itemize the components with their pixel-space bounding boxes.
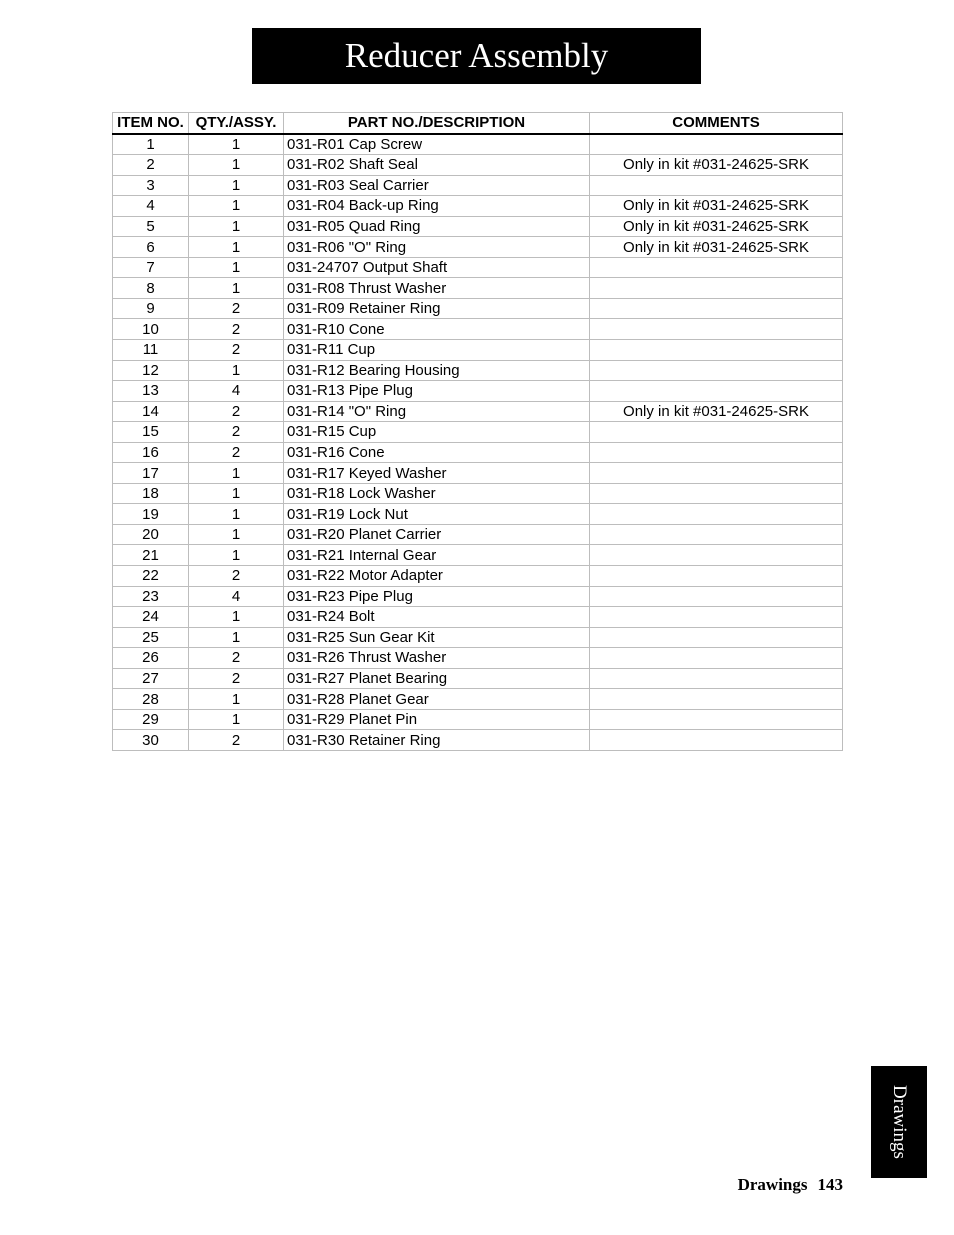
table-row <box>113 257 843 278</box>
part-description-cell: 031-R06 "O" Ring <box>284 237 590 258</box>
table-row <box>113 381 843 402</box>
table-row <box>113 586 843 607</box>
comments-cell <box>590 730 843 751</box>
table-row <box>113 422 843 443</box>
table-row <box>113 689 843 710</box>
part-description-cell: 031-R12 Bearing Housing <box>284 360 590 381</box>
item-no-cell: 17 <box>113 463 189 484</box>
qty-cell: 2 <box>189 566 284 587</box>
comments-cell: Only in kit #031-24625-SRK <box>590 237 843 258</box>
qty-cell: 4 <box>189 381 284 402</box>
item-no-cell: 2 <box>113 155 189 176</box>
part-description-cell: 031-R16 Cone <box>284 442 590 463</box>
comments-cell: Only in kit #031-24625-SRK <box>590 196 843 217</box>
page-footer <box>680 1175 843 1195</box>
comments-cell <box>590 483 843 504</box>
table-row <box>113 196 843 217</box>
item-no-cell: 14 <box>113 401 189 422</box>
item-no-cell: 10 <box>113 319 189 340</box>
part-description-cell: 031-R22 Motor Adapter <box>284 566 590 587</box>
comments-cell <box>590 134 843 155</box>
comments-cell <box>590 689 843 710</box>
table-row <box>113 340 843 361</box>
table-row <box>113 278 843 299</box>
comments-cell: Only in kit #031-24625-SRK <box>590 216 843 237</box>
comments-cell: Only in kit #031-24625-SRK <box>590 401 843 422</box>
item-no-cell: 1 <box>113 134 189 155</box>
parts-table-body <box>113 134 843 751</box>
item-no-cell: 22 <box>113 566 189 587</box>
comments-cell <box>590 463 843 484</box>
comments-cell <box>590 607 843 628</box>
part-description-cell: 031-R15 Cup <box>284 422 590 443</box>
part-description-cell: 031-R03 Seal Carrier <box>284 175 590 196</box>
table-row <box>113 524 843 545</box>
section-tab <box>871 1066 927 1178</box>
part-description-cell: 031-R30 Retainer Ring <box>284 730 590 751</box>
table-row <box>113 298 843 319</box>
comments-cell <box>590 524 843 545</box>
table-header-row <box>113 113 843 134</box>
table-row <box>113 360 843 381</box>
comments-cell <box>590 257 843 278</box>
part-description-cell: 031-R02 Shaft Seal <box>284 155 590 176</box>
comments-cell <box>590 442 843 463</box>
table-row <box>113 401 843 422</box>
item-no-cell: 18 <box>113 483 189 504</box>
item-no-cell: 3 <box>113 175 189 196</box>
comments-cell <box>590 586 843 607</box>
comments-cell <box>590 175 843 196</box>
part-description-cell: 031-R09 Retainer Ring <box>284 298 590 319</box>
qty-cell: 2 <box>189 401 284 422</box>
qty-cell: 1 <box>189 463 284 484</box>
part-description-cell: 031-R17 Keyed Washer <box>284 463 590 484</box>
part-description-cell: 031-R10 Cone <box>284 319 590 340</box>
qty-cell: 1 <box>189 504 284 525</box>
part-description-cell: 031-R08 Thrust Washer <box>284 278 590 299</box>
part-description-cell: 031-R01 Cap Screw <box>284 134 590 155</box>
qty-cell: 1 <box>189 175 284 196</box>
comments-cell <box>590 545 843 566</box>
comments-cell <box>590 278 843 299</box>
item-no-cell: 21 <box>113 545 189 566</box>
qty-cell: 1 <box>189 524 284 545</box>
part-description-cell: 031-R29 Planet Pin <box>284 709 590 730</box>
table-row <box>113 668 843 689</box>
table-row <box>113 319 843 340</box>
comments-cell <box>590 319 843 340</box>
item-no-cell: 20 <box>113 524 189 545</box>
comments-cell <box>590 298 843 319</box>
page-number: 143 <box>817 1175 843 1194</box>
comments-cell <box>590 504 843 525</box>
table-row <box>113 504 843 525</box>
qty-cell: 1 <box>189 483 284 504</box>
part-description-cell: 031-R26 Thrust Washer <box>284 648 590 669</box>
item-no-cell: 13 <box>113 381 189 402</box>
section-tab-label: Drawings <box>889 1085 911 1159</box>
comments-cell <box>590 566 843 587</box>
table-row <box>113 483 843 504</box>
qty-cell: 1 <box>189 196 284 217</box>
item-no-cell: 23 <box>113 586 189 607</box>
qty-cell: 2 <box>189 730 284 751</box>
table-row <box>113 607 843 628</box>
comments-cell <box>590 668 843 689</box>
item-no-cell: 29 <box>113 709 189 730</box>
qty-cell: 1 <box>189 689 284 710</box>
table-row <box>113 155 843 176</box>
table-row <box>113 709 843 730</box>
table-row <box>113 627 843 648</box>
header-part-description: PART NO./DESCRIPTION <box>284 113 590 134</box>
table-row <box>113 237 843 258</box>
part-description-cell: 031-R19 Lock Nut <box>284 504 590 525</box>
item-no-cell: 15 <box>113 422 189 443</box>
qty-cell: 1 <box>189 155 284 176</box>
item-no-cell: 26 <box>113 648 189 669</box>
qty-cell: 1 <box>189 545 284 566</box>
part-description-cell: 031-R04 Back-up Ring <box>284 196 590 217</box>
qty-cell: 4 <box>189 586 284 607</box>
table-row <box>113 134 843 155</box>
item-no-cell: 9 <box>113 298 189 319</box>
qty-cell: 2 <box>189 340 284 361</box>
item-no-cell: 5 <box>113 216 189 237</box>
part-description-cell: 031-R27 Planet Bearing <box>284 668 590 689</box>
qty-cell: 2 <box>189 668 284 689</box>
qty-cell: 1 <box>189 607 284 628</box>
part-description-cell: 031-R28 Planet Gear <box>284 689 590 710</box>
part-description-cell: 031-24707 Output Shaft <box>284 257 590 278</box>
item-no-cell: 24 <box>113 607 189 628</box>
header-comments: COMMENTS <box>590 113 843 134</box>
qty-cell: 2 <box>189 319 284 340</box>
comments-cell <box>590 648 843 669</box>
table-row <box>113 545 843 566</box>
table-row <box>113 463 843 484</box>
comments-cell <box>590 381 843 402</box>
part-description-cell: 031-R23 Pipe Plug <box>284 586 590 607</box>
qty-cell: 1 <box>189 257 284 278</box>
page-title: Reducer Assembly <box>252 28 701 84</box>
table-row <box>113 442 843 463</box>
item-no-cell: 28 <box>113 689 189 710</box>
comments-cell <box>590 340 843 361</box>
part-description-cell: 031-R25 Sun Gear Kit <box>284 627 590 648</box>
item-no-cell: 12 <box>113 360 189 381</box>
part-description-cell: 031-R13 Pipe Plug <box>284 381 590 402</box>
header-qty: QTY./ASSY. <box>189 113 284 134</box>
qty-cell: 2 <box>189 422 284 443</box>
part-description-cell: 031-R14 "O" Ring <box>284 401 590 422</box>
table-row <box>113 730 843 751</box>
part-description-cell: 031-R20 Planet Carrier <box>284 524 590 545</box>
item-no-cell: 25 <box>113 627 189 648</box>
item-no-cell: 7 <box>113 257 189 278</box>
qty-cell: 2 <box>189 442 284 463</box>
qty-cell: 1 <box>189 709 284 730</box>
comments-cell <box>590 360 843 381</box>
table-row <box>113 216 843 237</box>
comments-cell <box>590 422 843 443</box>
item-no-cell: 8 <box>113 278 189 299</box>
table-row <box>113 648 843 669</box>
header-item-no: ITEM NO. <box>113 113 189 134</box>
item-no-cell: 27 <box>113 668 189 689</box>
qty-cell: 2 <box>189 648 284 669</box>
qty-cell: 2 <box>189 298 284 319</box>
qty-cell: 1 <box>189 237 284 258</box>
qty-cell: 1 <box>189 216 284 237</box>
qty-cell: 1 <box>189 360 284 381</box>
qty-cell: 1 <box>189 627 284 648</box>
comments-cell <box>590 709 843 730</box>
item-no-cell: 6 <box>113 237 189 258</box>
part-description-cell: 031-R18 Lock Washer <box>284 483 590 504</box>
part-description-cell: 031-R05 Quad Ring <box>284 216 590 237</box>
comments-cell: Only in kit #031-24625-SRK <box>590 155 843 176</box>
table-row <box>113 566 843 587</box>
item-no-cell: 4 <box>113 196 189 217</box>
item-no-cell: 19 <box>113 504 189 525</box>
comments-cell <box>590 627 843 648</box>
item-no-cell: 11 <box>113 340 189 361</box>
parts-table <box>112 112 843 751</box>
item-no-cell: 30 <box>113 730 189 751</box>
footer-section: Drawings <box>737 1175 808 1194</box>
part-description-cell: 031-R24 Bolt <box>284 607 590 628</box>
part-description-cell: 031-R21 Internal Gear <box>284 545 590 566</box>
table-row <box>113 175 843 196</box>
qty-cell: 1 <box>189 134 284 155</box>
part-description-cell: 031-R11 Cup <box>284 340 590 361</box>
qty-cell: 1 <box>189 278 284 299</box>
item-no-cell: 16 <box>113 442 189 463</box>
